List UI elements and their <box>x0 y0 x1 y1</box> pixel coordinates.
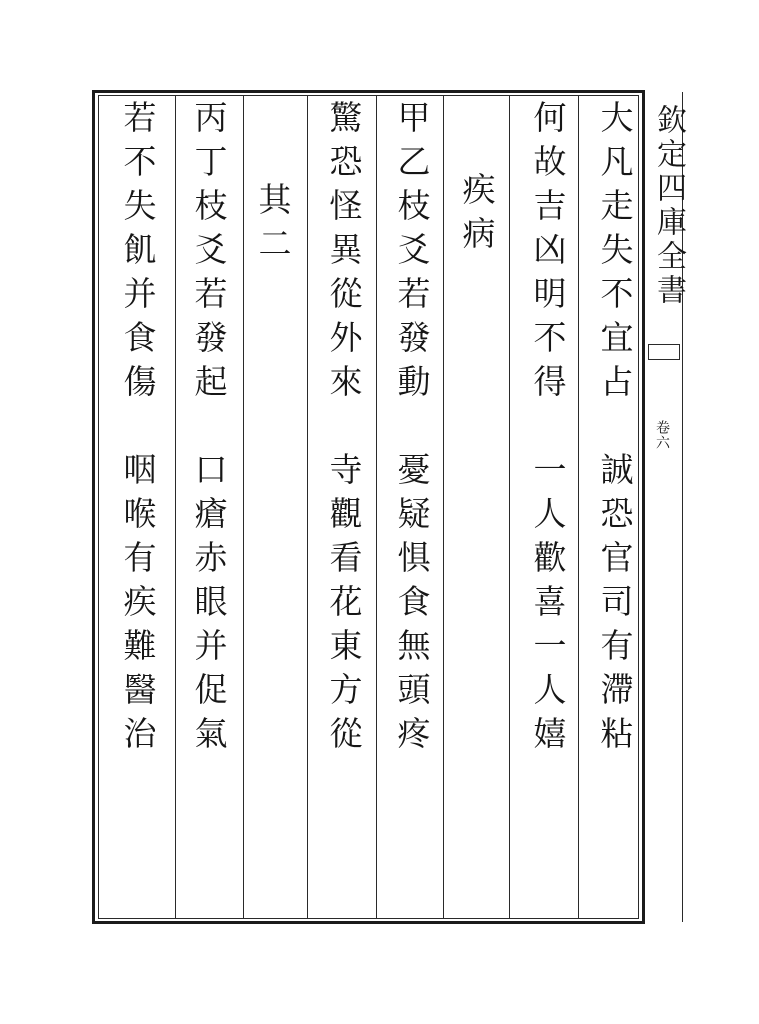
verse-line-bottom: 一人歡喜一人嬉 <box>528 452 568 760</box>
verse-line-top: 大凡走失不宜占 <box>595 100 635 408</box>
column-rule <box>578 95 579 919</box>
verse-line-top: 甲乙枝爻若發動 <box>392 100 432 408</box>
verse-line-bottom: 咽喉有疾難醫治 <box>118 452 158 760</box>
margin-fishtail-mark <box>648 344 680 360</box>
margin-book-title: 欽定四庫全書 <box>651 104 686 308</box>
column-rule <box>307 95 308 919</box>
section-heading: 其二 <box>253 182 293 270</box>
column-rule <box>243 95 244 919</box>
verse-line-bottom: 憂疑惧食無頭疼 <box>392 452 432 760</box>
section-heading-illness <box>451 172 503 260</box>
column-rule <box>376 95 377 919</box>
text-column-9 <box>112 100 164 760</box>
verse-line-bottom: 寺觀看花東方從 <box>324 452 364 760</box>
column-rule <box>509 95 510 919</box>
verse-line-top: 何故吉凶明不得 <box>528 100 568 408</box>
verse-line-bottom: 口瘡赤眼并促氣 <box>189 452 229 760</box>
text-column-2 <box>522 100 574 760</box>
verse-line-bottom: 誠恐官司有滯粘 <box>595 452 635 760</box>
section-heading: 疾病 <box>457 172 497 260</box>
verse-line-top: 丙丁枝爻若發起 <box>189 100 229 408</box>
verse-line-top: 驚恐怪異從外來 <box>324 100 364 408</box>
margin-volume-number: 卷六 <box>654 420 670 450</box>
column-rule <box>175 95 176 919</box>
text-column-4 <box>386 100 438 760</box>
column-rule <box>443 95 444 919</box>
section-heading-second <box>247 182 299 270</box>
text-column-1 <box>589 100 641 760</box>
verse-line-top: 若不失飢并食傷 <box>118 100 158 408</box>
text-column-5 <box>318 100 370 760</box>
text-column-8 <box>183 100 235 760</box>
